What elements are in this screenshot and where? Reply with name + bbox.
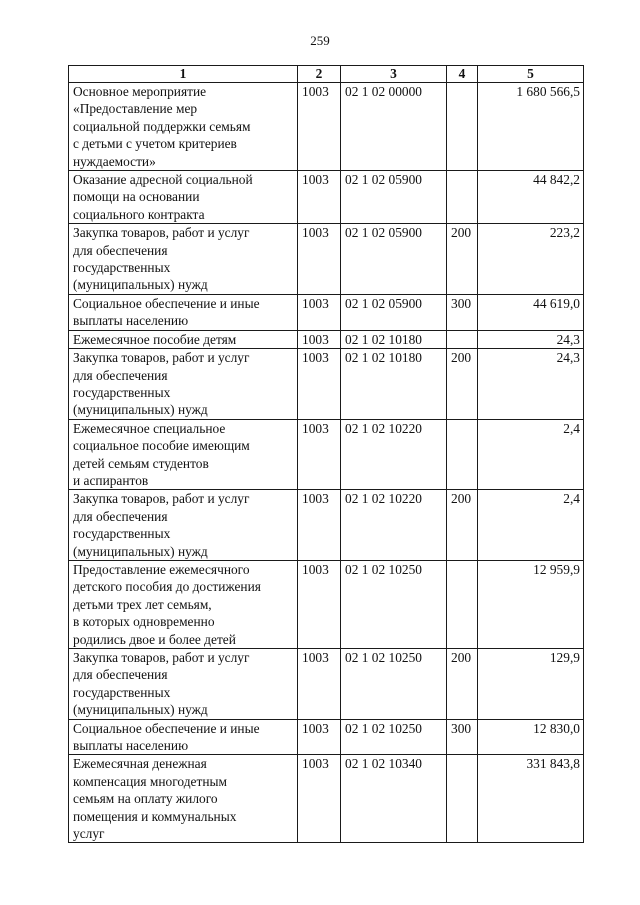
row-target-article: 02 1 02 10250 <box>341 719 447 755</box>
row-name-line: (муниципальных) нужд <box>73 702 208 718</box>
row-amount: 12 830,0 <box>478 719 584 755</box>
header-col-1: 1 <box>69 66 298 83</box>
row-name-line: государственных <box>73 526 171 542</box>
row-name-line: для обеспечения <box>73 242 168 258</box>
header-col-4: 4 <box>447 66 478 83</box>
row-section-code: 1003 <box>298 560 341 648</box>
row-name-line: (муниципальных) нужд <box>73 543 208 559</box>
row-name-line: помощи на основании <box>73 189 200 205</box>
row-name-line: нуждаемости» <box>73 153 156 169</box>
row-amount: 44 619,0 <box>478 294 584 330</box>
row-expense-type: 300 <box>447 719 478 755</box>
row-name-line: государственных <box>73 260 171 276</box>
row-expense-type: 200 <box>447 490 478 561</box>
row-name-line: Предоставление ежемесячного <box>73 561 250 577</box>
row-amount: 331 843,8 <box>478 755 584 843</box>
table-row <box>69 755 584 843</box>
row-name-line: «Предоставление мер <box>73 101 198 117</box>
row-name <box>69 330 298 348</box>
row-name <box>69 490 298 561</box>
table-row <box>69 560 584 648</box>
row-target-article: 02 1 02 10340 <box>341 755 447 843</box>
table-row <box>69 171 584 224</box>
row-name-line: родились двое и более детей <box>73 631 236 647</box>
table-row <box>69 294 584 330</box>
row-name-line: с детьми с учетом критериев <box>73 136 237 152</box>
row-section-code: 1003 <box>298 419 341 490</box>
row-name-line: для обеспечения <box>73 667 168 683</box>
row-name-line: выплаты населению <box>73 738 189 754</box>
row-name-line: Ежемесячное пособие детям <box>73 331 237 347</box>
row-name-line: детьми трех лет семьям, <box>73 596 212 612</box>
row-section-code: 1003 <box>298 719 341 755</box>
row-name-line: Закупка товаров, работ и услуг <box>73 650 250 665</box>
row-target-article: 02 1 02 10250 <box>341 560 447 648</box>
table-row <box>69 419 584 490</box>
row-expense-type: 200 <box>447 649 478 720</box>
row-expense-type: 200 <box>447 349 478 420</box>
row-section-code: 1003 <box>298 755 341 843</box>
row-name-line: социальное пособие имеющим <box>73 438 250 454</box>
row-expense-type <box>447 83 478 171</box>
row-name <box>69 349 298 420</box>
row-expense-type <box>447 560 478 648</box>
row-amount: 2,4 <box>478 490 584 561</box>
row-target-article: 02 1 02 10250 <box>341 649 447 720</box>
table-row <box>69 224 584 295</box>
row-name-line: Ежемесячная денежная <box>73 756 207 772</box>
row-name <box>69 560 298 648</box>
row-expense-type <box>447 419 478 490</box>
row-expense-type: 200 <box>447 224 478 295</box>
row-amount: 24,3 <box>478 349 584 420</box>
row-name-line: Закупка товаров, работ и услуг <box>73 225 250 241</box>
row-target-article: 02 1 02 05900 <box>341 294 447 330</box>
row-section-code: 1003 <box>298 330 341 348</box>
row-name <box>69 224 298 295</box>
page-number: 259 <box>310 33 330 48</box>
budget-table <box>68 65 584 843</box>
row-target-article: 02 1 02 05900 <box>341 171 447 224</box>
row-section-code: 1003 <box>298 649 341 720</box>
row-name-line: государственных <box>73 384 171 400</box>
row-amount: 24,3 <box>478 330 584 348</box>
table-body <box>69 83 584 843</box>
row-name-line: услуг <box>73 826 105 842</box>
row-target-article: 02 1 02 10220 <box>341 419 447 490</box>
row-name-line: Ежемесячное специальное <box>73 420 226 436</box>
row-name-line: компенсация многодетным <box>73 773 227 789</box>
table-row <box>69 649 584 720</box>
row-section-code: 1003 <box>298 490 341 561</box>
row-target-article: 02 1 02 10220 <box>341 490 447 561</box>
row-name <box>69 419 298 490</box>
row-amount: 44 842,2 <box>478 171 584 224</box>
row-name-line: помещения и коммунальных <box>73 808 237 824</box>
header-col-5: 5 <box>478 66 584 83</box>
row-section-code: 1003 <box>298 83 341 171</box>
table-row <box>69 83 584 171</box>
row-name <box>69 719 298 755</box>
row-name-line: для обеспечения <box>73 367 168 383</box>
row-name <box>69 171 298 224</box>
row-name-line: для обеспечения <box>73 508 168 524</box>
row-section-code: 1003 <box>298 224 341 295</box>
row-target-article: 02 1 02 00000 <box>341 83 447 171</box>
row-name-line: (муниципальных) нужд <box>73 402 208 418</box>
row-amount: 1 680 566,5 <box>478 83 584 171</box>
table-row <box>69 490 584 561</box>
row-expense-type <box>447 171 478 224</box>
table-row <box>69 349 584 420</box>
header-col-2: 2 <box>298 66 341 83</box>
row-name-line: семьям на оплату жилого <box>73 791 218 807</box>
row-name-line: социальной поддержки семьям <box>73 118 251 134</box>
header-col-3: 3 <box>341 66 447 83</box>
row-name <box>69 294 298 330</box>
row-name <box>69 755 298 843</box>
row-name-line: Закупка товаров, работ и услуг <box>73 491 250 507</box>
row-amount: 12 959,9 <box>478 560 584 648</box>
row-name-line: детей семьям студентов <box>73 455 209 471</box>
row-amount: 2,4 <box>478 419 584 490</box>
row-name-line: государственных <box>73 684 171 700</box>
row-target-article: 02 1 02 05900 <box>341 224 447 295</box>
row-amount: 223,2 <box>478 224 584 295</box>
row-name-line: выплаты населению <box>73 313 189 329</box>
row-section-code: 1003 <box>298 349 341 420</box>
row-name-line: в которых одновременно <box>73 614 215 630</box>
row-name-line: Оказание адресной социальной <box>73 172 253 188</box>
row-name-line: социального контракта <box>73 206 205 222</box>
row-expense-type <box>447 755 478 843</box>
row-section-code: 1003 <box>298 171 341 224</box>
row-name-line: Социальное обеспечение и иные <box>73 720 260 736</box>
row-target-article: 02 1 02 10180 <box>341 349 447 420</box>
row-amount: 129,9 <box>478 649 584 720</box>
row-expense-type: 300 <box>447 294 478 330</box>
row-target-article: 02 1 02 10180 <box>341 330 447 348</box>
row-name-line: детского пособия до достижения <box>73 579 261 595</box>
header-row <box>69 66 584 83</box>
row-name <box>69 649 298 720</box>
row-name-line: (муниципальных) нужд <box>73 277 208 293</box>
row-name <box>69 83 298 171</box>
row-section-code: 1003 <box>298 294 341 330</box>
table-row <box>69 719 584 755</box>
row-name-line: Социальное обеспечение и иные <box>73 295 260 311</box>
row-name-line: Закупка товаров, работ и услуг <box>73 350 250 366</box>
table-row <box>69 330 584 348</box>
row-name-line: и аспирантов <box>73 472 149 488</box>
row-expense-type <box>447 330 478 348</box>
row-name-line: Основное мероприятие <box>73 84 207 99</box>
